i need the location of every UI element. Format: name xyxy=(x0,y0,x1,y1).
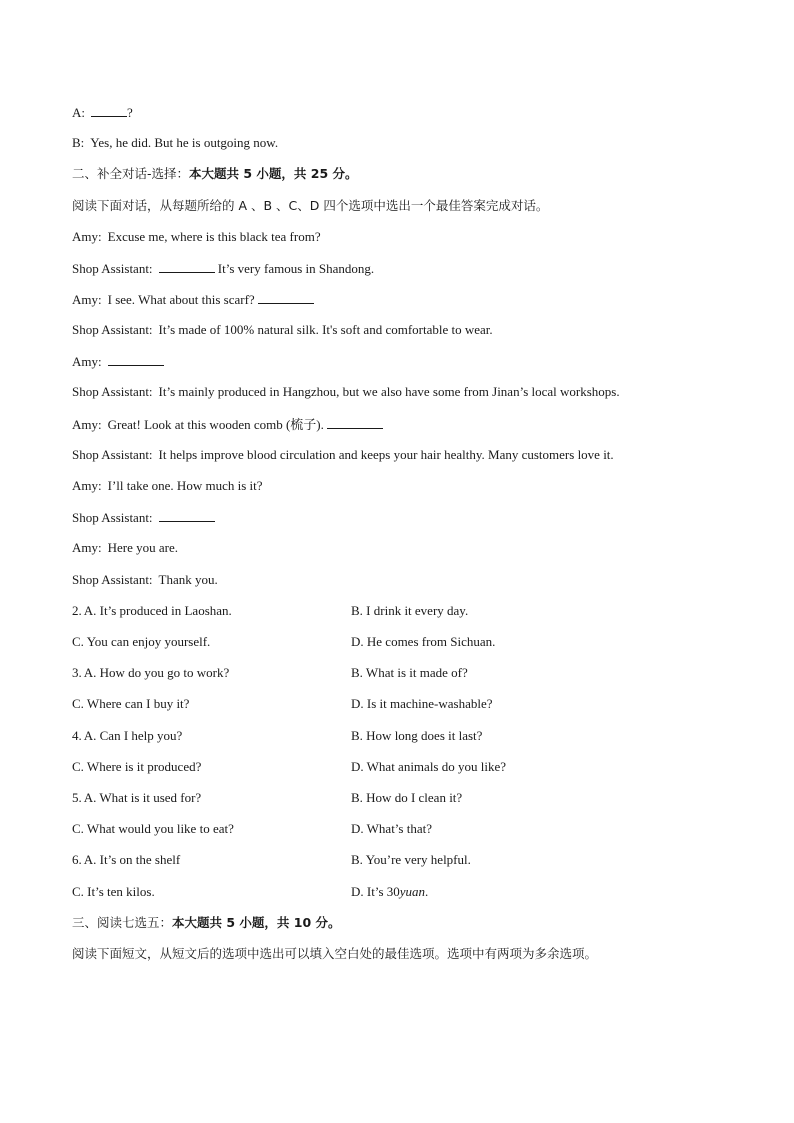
question-number: 5. xyxy=(72,790,82,805)
question-number: 6. xyxy=(72,852,82,867)
section-title: 补全对话-选择： xyxy=(97,166,190,181)
dialogue-text: It’s mainly produced in Hangzhou, but we also have some from Jinan’s local workshops. xyxy=(158,384,620,399)
dialogue-line xyxy=(72,540,178,556)
dialogue-line xyxy=(72,572,218,588)
answer-blank[interactable] xyxy=(159,509,215,522)
question-5-option-a[interactable] xyxy=(72,790,201,806)
speaker-label: Amy: xyxy=(72,354,102,369)
speaker-label: Shop Assistant: xyxy=(72,384,153,399)
question-5-option-c[interactable]: C. What would you like to eat? xyxy=(72,821,234,836)
question-2-option-a[interactable] xyxy=(72,603,232,619)
dialogue-line xyxy=(72,509,215,525)
prev-dialogue-line-b xyxy=(72,135,278,151)
section-score: 本大题共 5 小题，共 10 分。 xyxy=(172,915,341,930)
dialogue-line xyxy=(72,260,374,276)
speaker-label: Shop Assistant: xyxy=(72,261,153,276)
dialogue-line xyxy=(72,447,614,463)
question-3-option-b[interactable]: B. What is it made of? xyxy=(351,665,468,680)
question-3-option-c[interactable]: C. Where can I buy it? xyxy=(72,696,190,711)
dialogue-line xyxy=(72,384,620,400)
answer-blank[interactable] xyxy=(327,416,383,429)
answer-blank[interactable] xyxy=(258,291,314,304)
question-4-option-c[interactable]: C. Where is it produced? xyxy=(72,759,202,774)
dialogue-text: Thank you. xyxy=(158,572,218,587)
question-2-option-b[interactable]: B. I drink it every day. xyxy=(351,603,469,618)
dialogue-text: I see. What about this scarf? xyxy=(107,292,258,307)
question-4-option-b[interactable]: B. How long does it last? xyxy=(351,728,483,743)
speaker-label: Amy: xyxy=(72,540,102,555)
dialogue-text: It helps improve blood circulation and keeps your hair healthy. Many customers love it. xyxy=(158,447,614,462)
question-5-option-b[interactable]: B. How do I clean it? xyxy=(351,790,463,805)
question-number: 2. xyxy=(72,603,82,618)
answer-blank[interactable] xyxy=(108,353,164,366)
currency-unit: yuan xyxy=(399,884,426,899)
dialogue-text: Excuse me, where is this black tea from? xyxy=(107,229,321,244)
section-number: 三、 xyxy=(72,915,98,930)
question-2-option-c[interactable]: C. You can enjoy yourself. xyxy=(72,634,211,649)
dialogue-line xyxy=(72,322,493,338)
speaker-label: Amy: xyxy=(72,292,102,307)
question-6-option-a[interactable] xyxy=(72,852,180,868)
dialogue-line xyxy=(72,478,263,494)
section-score: 本大题共 5 小题，共 25 分。 xyxy=(189,166,358,181)
question-4-option-a[interactable] xyxy=(72,728,182,744)
question-2-option-d[interactable]: D. He comes from Sichuan. xyxy=(351,634,496,649)
dialogue-line xyxy=(72,291,314,307)
speaker-label: Amy: xyxy=(72,229,102,244)
speaker-label: Shop Assistant: xyxy=(72,510,153,525)
dialogue-text: Yes, he did. But he is outgoing now. xyxy=(90,135,279,150)
speaker-label: B: xyxy=(72,135,85,150)
speaker-label: Shop Assistant: xyxy=(72,572,153,587)
question-number: 4. xyxy=(72,728,82,743)
prev-dialogue-line-a xyxy=(72,104,133,120)
dialogue-text: ? xyxy=(127,105,133,120)
question-6-option-b[interactable]: B. You’re very helpful. xyxy=(351,852,471,867)
dialogue-text: It’s very famous in Shandong. xyxy=(214,261,375,276)
speaker-label: Amy: xyxy=(72,417,102,432)
speaker-label: Amy: xyxy=(72,478,102,493)
dialogue-line xyxy=(72,353,164,369)
dialogue-text: Great! Look at this wooden comb (梳子). xyxy=(107,417,328,432)
dialogue-line xyxy=(72,229,321,245)
option-text: A. Can I help you? xyxy=(83,728,183,743)
question-6-option-c[interactable]: C. It’s ten kilos. xyxy=(72,884,155,899)
option-text: A. It’s on the shelf xyxy=(83,852,181,867)
option-punctuation: . xyxy=(425,884,429,899)
option-text: D. It’s 30 xyxy=(351,884,400,899)
section-3-instruction: 阅读下面短文，从短文后的选项中选出可以填入空白处的最佳选项。选项中有两项为多余选项。 xyxy=(72,946,598,961)
dialogue-text: Here you are. xyxy=(107,540,179,555)
section-title: 阅读七选五： xyxy=(97,915,173,930)
option-text: A. It’s produced in Laoshan. xyxy=(83,603,232,618)
dialogue-line xyxy=(72,416,383,432)
option-text: A. How do you go to work? xyxy=(83,665,230,680)
question-4-option-d[interactable]: D. What animals do you like? xyxy=(351,759,507,774)
speaker-label: A: xyxy=(72,105,85,120)
section-number: 二、 xyxy=(72,166,98,181)
question-number: 3. xyxy=(72,665,82,680)
dialogue-text: I’ll take one. How much is it? xyxy=(107,478,263,493)
question-6-option-d[interactable] xyxy=(351,884,428,900)
option-text: A. What is it used for? xyxy=(83,790,202,805)
dialogue-text: It’s made of 100% natural silk. It's soft and comfortable to wear. xyxy=(158,322,493,337)
speaker-label: Shop Assistant: xyxy=(72,322,153,337)
question-3-option-d[interactable]: D. Is it machine-washable? xyxy=(351,696,493,711)
question-5-option-d[interactable]: D. What’s that? xyxy=(351,821,432,836)
answer-blank[interactable] xyxy=(159,260,215,273)
question-3-option-a[interactable] xyxy=(72,665,229,681)
answer-blank[interactable] xyxy=(91,104,127,117)
speaker-label: Shop Assistant: xyxy=(72,447,153,462)
section-2-instruction: 阅读下面对话，从每题所给的 A 、B 、C、D 四个选项中选出一个最佳答案完成对话。 xyxy=(72,198,549,213)
section-3-heading xyxy=(72,915,341,931)
section-2-heading xyxy=(72,166,358,182)
